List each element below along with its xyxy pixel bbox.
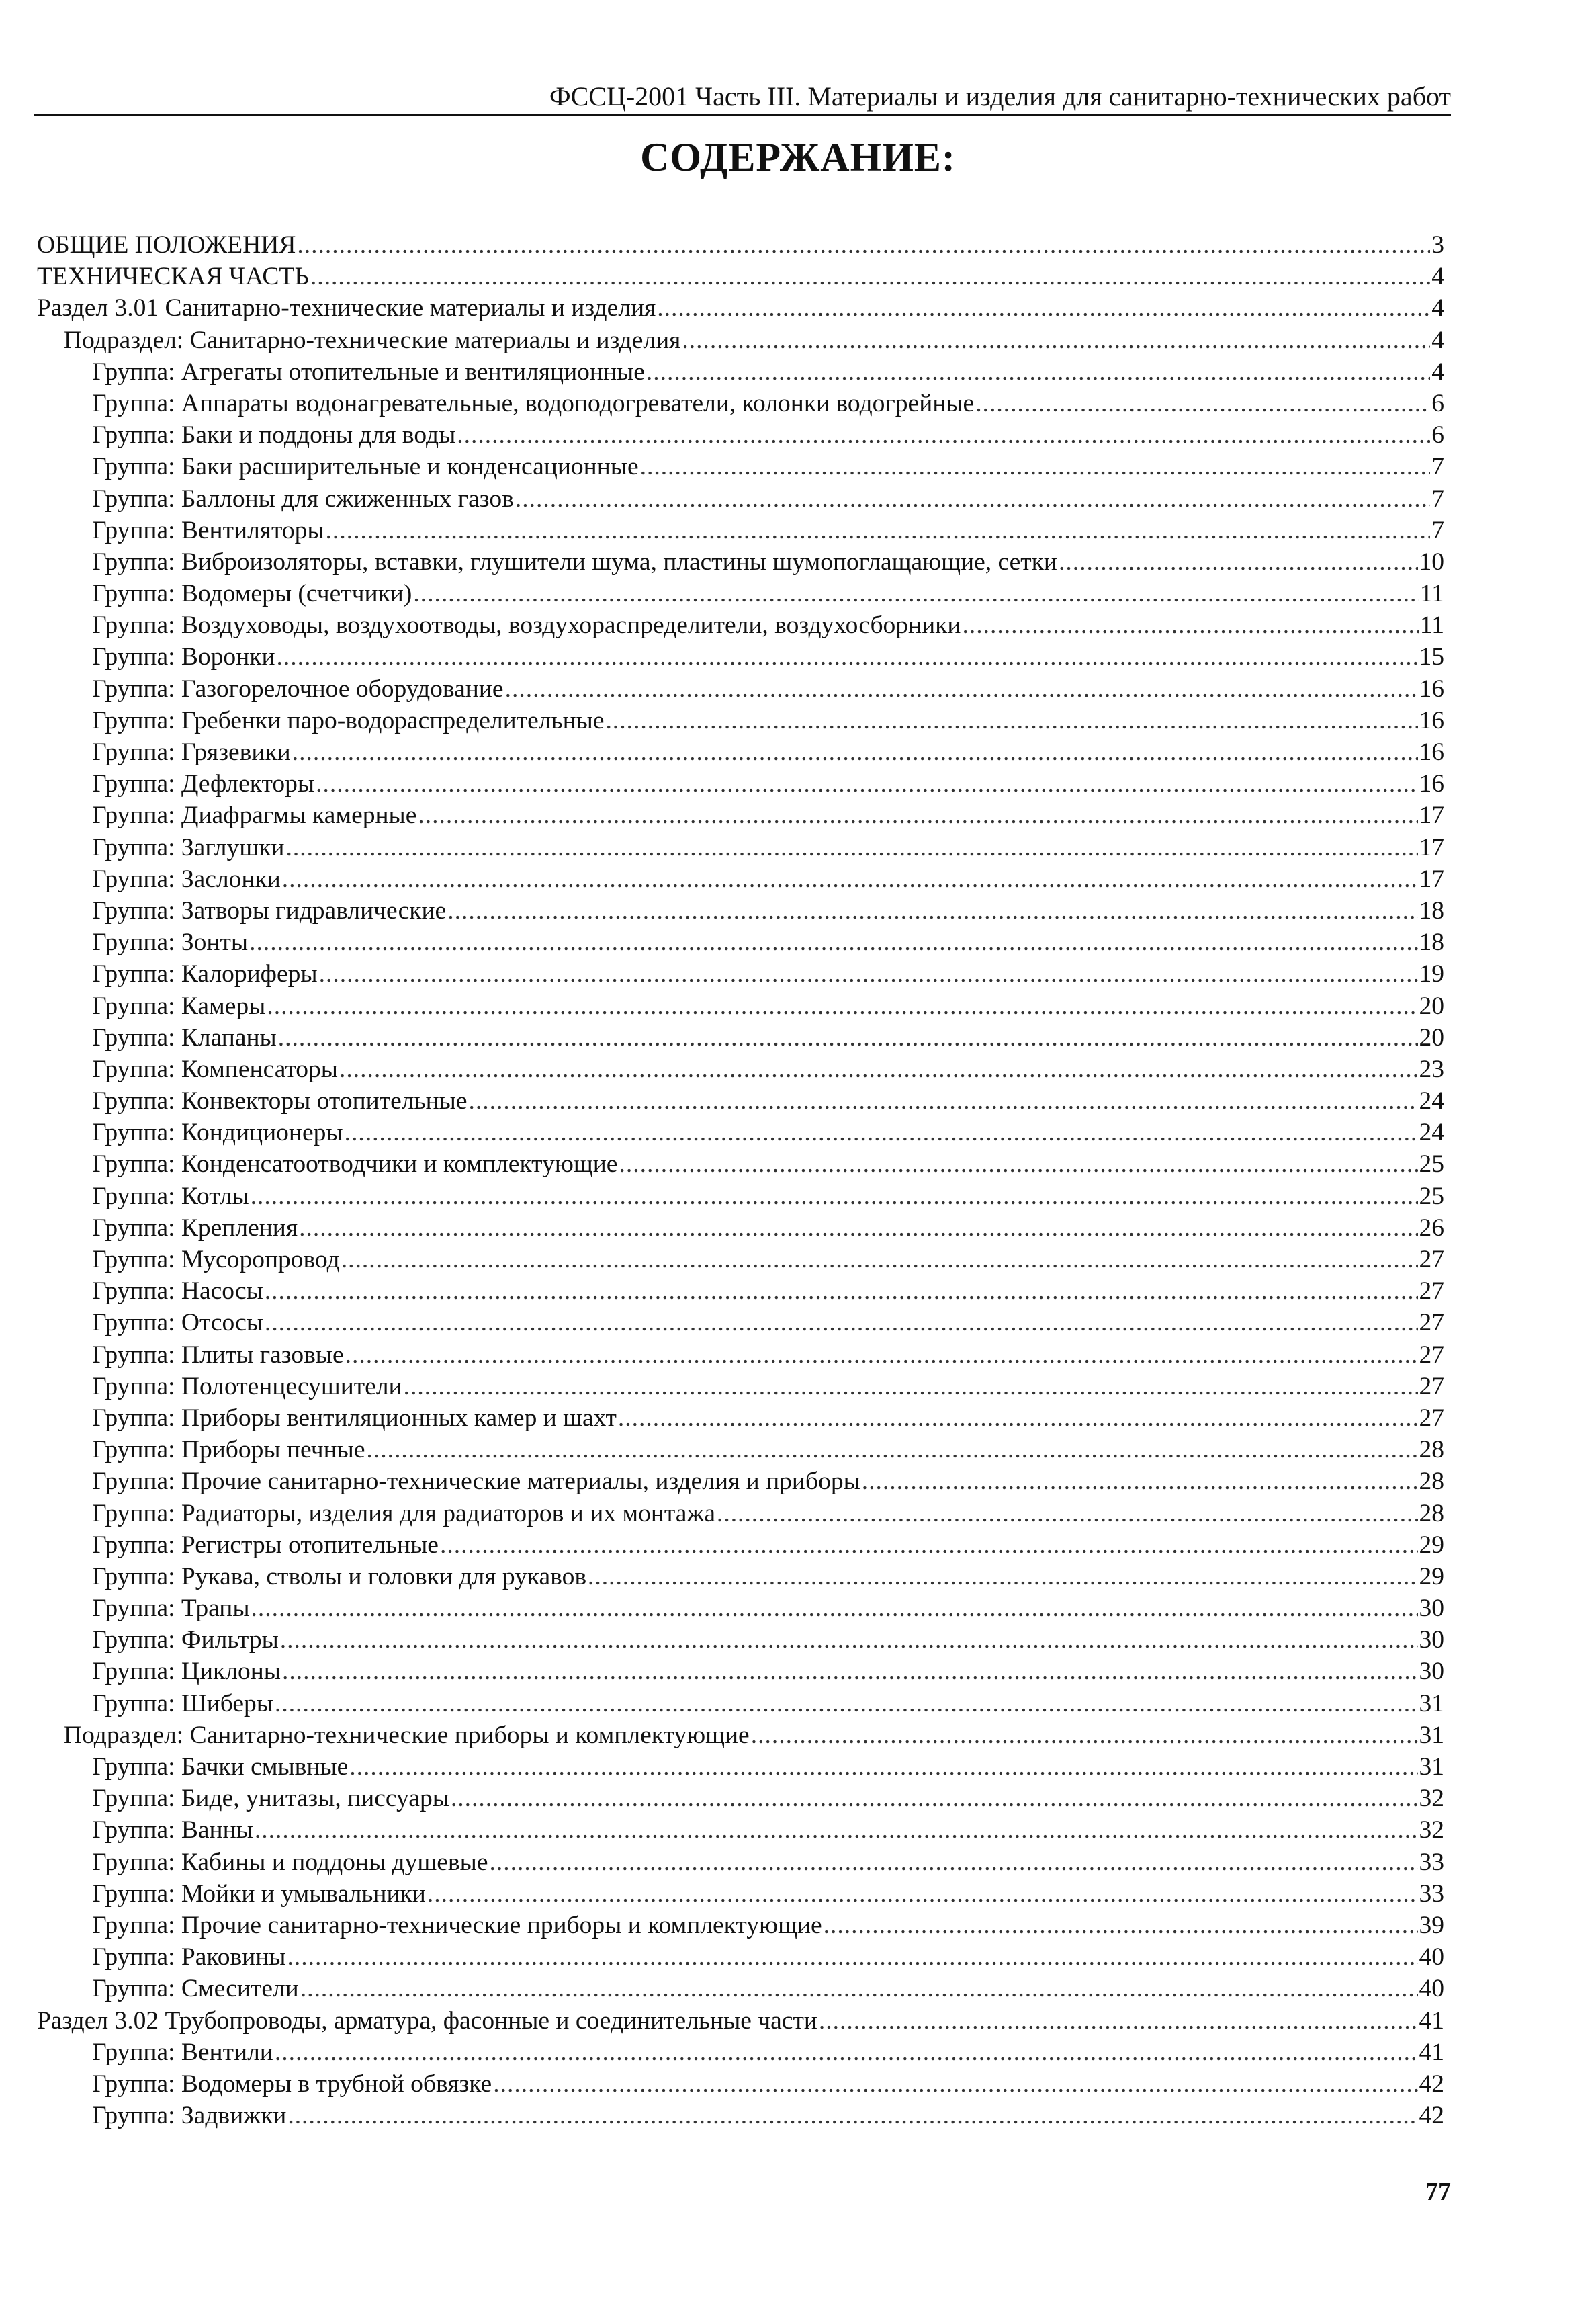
toc-entry [37,1339,1444,1371]
toc-entry-page: 25 [1419,1182,1444,1210]
dot-leader [751,1719,1418,1751]
toc-entry [37,1719,1444,1751]
toc-entry-label: Группа: Прочие санитарно-технические приборы и комплектующие [92,1911,822,1939]
toc-entry-page: 6 [1431,421,1444,450]
toc-entry-page: 7 [1431,453,1444,481]
dot-leader [451,1783,1418,1814]
dot-leader [646,356,1430,388]
toc-entry-label: Группа: Котлы [92,1182,249,1210]
toc-entry [37,958,1444,990]
dot-leader [457,419,1430,451]
toc-entry-page: 15 [1419,643,1444,671]
dot-leader [249,927,1417,958]
dot-leader [619,1148,1417,1180]
toc-entry-page: 24 [1419,1119,1444,1147]
toc-entry-label: Группа: Регистры отопительные [92,1531,439,1559]
dot-leader [267,990,1417,1022]
dot-leader [618,1402,1418,1434]
toc-entry-label: Группа: Конденсатоотводчики и комплектующие [92,1150,618,1179]
toc-entry-page: 28 [1419,1467,1444,1496]
dot-leader [299,1212,1417,1244]
toc-entry-label: Группа: Вентили [92,2038,273,2066]
dot-leader [275,1688,1418,1719]
toc-entry [37,1117,1444,1148]
toc-entry-page: 4 [1431,326,1444,354]
toc-entry [37,419,1444,451]
toc-entry [37,641,1444,673]
toc-entry-page: 16 [1419,770,1444,798]
dot-leader [418,800,1417,831]
toc-entry-page: 31 [1419,1689,1444,1717]
toc-entry-label: Группа: Воздуховоды, воздухоотводы, воздухораспределители, воздухосборники [92,611,961,640]
toc-entry-label: Группа: Трапы [92,1594,250,1623]
dot-leader [349,1751,1417,1783]
dot-leader [275,2037,1418,2068]
dot-leader [319,958,1418,990]
toc-entry-label: Группа: Заглушки [92,833,285,861]
toc-entry [37,1941,1444,1973]
toc-entry-label: Группа: Клапаны [92,1023,277,1052]
toc-entry-page: 40 [1419,1943,1444,1971]
dot-leader [427,1878,1418,1910]
dot-leader [367,1434,1418,1465]
toc-entry [37,1307,1444,1338]
toc-entry-label: Группа: Приборы печные [92,1436,365,1464]
toc-entry-label: Группа: Ванны [92,1816,253,1844]
dot-leader [278,1022,1418,1054]
toc-entry-page: 24 [1419,1087,1444,1115]
toc-entry [37,261,1444,292]
toc-entry-page: 28 [1419,1499,1444,1527]
dot-leader [287,1941,1418,1973]
toc-entry [37,1371,1444,1402]
toc-entry-page: 27 [1419,1277,1444,1306]
toc-entry-label: Группа: Газогорелочное оборудование [92,675,504,703]
toc-entry-page: 33 [1419,1848,1444,1876]
toc-entry-label: Группа: Вентиляторы [92,516,324,544]
toc-entry-label: Группа: Раковины [92,1943,286,1971]
dot-leader [1059,546,1418,578]
toc-entry [37,483,1444,515]
toc-entry [37,1181,1444,1212]
dot-leader [282,863,1418,895]
dot-leader [310,261,1430,292]
toc-entry [37,2005,1444,2037]
toc-entry-page: 10 [1419,548,1444,576]
toc-entry-page: 20 [1419,992,1444,1020]
toc-entry-label: Группа: Диафрагмы камерные [92,802,417,830]
toc-entry [37,1656,1444,1687]
dot-leader [862,1465,1418,1497]
dot-leader [287,2100,1417,2131]
dot-leader [265,1275,1418,1307]
toc-entry [37,927,1444,958]
toc-entry-page: 27 [1419,1340,1444,1369]
toc-entry [37,578,1444,609]
toc-entry [37,1434,1444,1465]
toc-entry-page: 31 [1419,1753,1444,1781]
page-number: 77 [1425,2178,1451,2206]
toc-entry-page: 19 [1419,960,1444,988]
toc-entry-page: 23 [1419,1055,1444,1083]
toc-entry [37,990,1444,1022]
dot-leader [824,1910,1418,1941]
toc-entry [37,1402,1444,1434]
dot-leader [468,1085,1417,1117]
toc-entry [37,1529,1444,1561]
toc-entry-label: Группа: Крепления [92,1213,298,1242]
dot-leader [717,1498,1418,1529]
toc-entry [37,1910,1444,1941]
toc-entry [37,1814,1444,1846]
dot-leader [489,1846,1417,1878]
dot-leader [440,1529,1418,1561]
dot-leader [316,768,1417,800]
toc-entry-page: 6 [1431,389,1444,417]
toc-entry-page: 17 [1419,833,1444,861]
toc-entry-label: Группа: Фильтры [92,1626,279,1654]
toc-entry-page: 32 [1419,1816,1444,1844]
toc-entry-page: 32 [1419,1785,1444,1813]
toc-entry-page: 4 [1431,294,1444,323]
toc-entry [37,451,1444,482]
toc-entry-label: Группа: Баки расширительные и конденсационные [92,453,639,481]
toc-entry-page: 16 [1419,675,1444,703]
toc-entry-label: Группа: Баллоны для сжиженных газов [92,484,514,513]
dot-leader [277,641,1418,673]
dot-leader [404,1371,1418,1402]
toc-entry-label: Группа: Насосы [92,1277,263,1306]
toc-entry-page: 30 [1419,1658,1444,1686]
toc-entry-page: 42 [1419,2070,1444,2098]
toc-entry-page: 16 [1419,738,1444,766]
toc-entry-page: 7 [1431,484,1444,513]
toc-entry [37,1085,1444,1117]
toc-entry-page: 42 [1419,2102,1444,2130]
toc-entry [37,292,1444,324]
toc-entry [37,229,1444,261]
toc-entry-label: Группа: Компенсаторы [92,1055,338,1083]
dot-leader [255,1814,1418,1846]
toc-entry-label: Группа: Кондиционеры [92,1119,343,1147]
toc-entry-label: Группа: Агрегаты отопительные и вентиляционные [92,357,645,386]
running-header: ФССЦ-2001 Часть III. Материалы и изделия для санитарно-технических работ [34,79,1451,116]
toc-entry [37,325,1444,356]
toc-entry [37,515,1444,546]
toc-entry-page: 27 [1419,1404,1444,1432]
dot-leader [265,1307,1418,1338]
toc-entry-page: 41 [1419,2038,1444,2066]
dot-leader [975,388,1430,419]
toc-entry-page: 20 [1419,1023,1444,1052]
toc-entry-label: Группа: Прочие санитарно-технические материалы, изделия и приборы [92,1467,860,1496]
dot-leader [515,483,1430,515]
dot-leader [657,292,1430,324]
toc-entry-label: Группа: Смесители [92,1975,299,2003]
dot-leader [326,515,1431,546]
toc-entry [37,1148,1444,1180]
toc-entry [37,1783,1444,1814]
dot-leader [285,832,1417,863]
dot-leader [251,1181,1418,1212]
toc-entry-label: Группа: Мусоропровод [92,1246,340,1273]
toc-entry-page: 3 [1431,231,1444,259]
dot-leader [682,325,1430,356]
toc-entry-label: Группа: Водомеры в трубной обвязке [92,2070,492,2098]
toc-entry-page: 29 [1419,1562,1444,1590]
toc-entry-page: 4 [1431,357,1444,386]
toc-entry-label: Группа: Циклоны [92,1658,281,1686]
toc-entry [37,705,1444,736]
toc-entry-label: Группа: Конвекторы отопительные [92,1087,468,1115]
dot-leader [292,736,1418,768]
toc-entry [37,546,1444,578]
dot-leader [282,1656,1418,1687]
toc-entry-label: Группа: Задвижки [92,2102,287,2130]
toc-entry-label: Раздел 3.01 Санитарно-технические материалы и изделия [37,294,656,323]
toc-entry-page: 4 [1431,263,1444,291]
toc-entry-page: 30 [1419,1626,1444,1654]
toc-entry-page: 31 [1419,1721,1444,1749]
toc-entry [37,1878,1444,1910]
toc-entry-label: Группа: Рукава, стволы и головки для рукавов [92,1562,587,1590]
toc-entry [37,1022,1444,1054]
toc-entry-page: 26 [1419,1213,1444,1242]
toc-entry-page: 18 [1419,896,1444,925]
toc-entry-label: Группа: Баки и поддоны для воды [92,421,456,450]
toc-entry [37,2100,1444,2131]
dot-leader [280,1624,1418,1656]
toc-entry-page: 11 [1419,611,1444,640]
toc-entry-label: Группа: Заслонки [92,865,281,893]
page-title: СОДЕРЖАНИЕ: [640,135,956,179]
toc-entry [37,1561,1444,1592]
toc-entry-page: 30 [1419,1594,1444,1623]
toc-entry-label: Подраздел: Санитарно-технические материалы и изделия [64,326,681,354]
toc-entry-label: Группа: Грязевики [92,738,291,766]
toc-entry-page: 17 [1419,865,1444,893]
toc-entry-page: 29 [1419,1531,1444,1559]
table-of-contents [37,229,1444,2131]
dot-leader [345,1339,1418,1371]
toc-entry-page: 27 [1419,1246,1444,1273]
toc-entry [37,768,1444,800]
toc-entry [37,895,1444,927]
toc-entry [37,356,1444,388]
dot-leader [339,1054,1418,1085]
dot-leader [345,1117,1418,1148]
toc-entry-label: ТЕХНИЧЕСКАЯ ЧАСТЬ [37,263,309,291]
dot-leader [588,1561,1417,1592]
toc-entry-label: Группа: Воронки [92,643,275,671]
toc-entry-label: Группа: Аппараты водонагревательные, водоподогреватели, колонки водогрейные [92,389,975,417]
toc-entry [37,1054,1444,1085]
dot-leader [251,1592,1418,1624]
dot-leader [413,578,1419,609]
toc-entry-label: Группа: Дефлекторы [92,770,315,798]
dot-leader [505,673,1418,705]
toc-entry [37,1846,1444,1878]
toc-entry-page: 25 [1419,1150,1444,1179]
dot-leader [300,1973,1418,2004]
toc-entry-label: Группа: Зонты [92,929,249,957]
toc-entry-page: 16 [1419,706,1444,734]
dot-leader [819,2005,1418,2037]
toc-entry [37,1244,1444,1275]
toc-entry-page: 28 [1419,1436,1444,1464]
toc-entry-label: Подраздел: Санитарно-технические приборы и комплектующие [64,1721,750,1749]
toc-entry [37,1465,1444,1497]
toc-entry [37,388,1444,419]
toc-entry [37,800,1444,831]
toc-entry-label: Группа: Кабины и поддоны душевые [92,1848,488,1876]
dot-leader [297,229,1430,261]
toc-entry [37,1592,1444,1624]
toc-entry-label: Группа: Плиты газовые [92,1340,344,1369]
toc-entry [37,736,1444,768]
toc-entry-label: Группа: Бачки смывные [92,1753,349,1781]
toc-entry-label: Группа: Затворы гидравлические [92,896,447,925]
dot-leader [962,609,1418,641]
toc-entry-label: Группа: Биде, унитазы, писсуары [92,1785,449,1813]
toc-entry-page: 27 [1419,1309,1444,1337]
toc-entry [37,1688,1444,1719]
toc-entry [37,863,1444,895]
toc-entry [37,1275,1444,1307]
toc-entry [37,832,1444,863]
toc-entry [37,609,1444,641]
toc-entry-label: Группа: Приборы вентиляционных камер и шахт [92,1404,617,1432]
toc-entry [37,2068,1444,2100]
toc-entry [37,1751,1444,1783]
toc-entry-page: 40 [1419,1975,1444,2003]
toc-entry [37,1624,1444,1656]
toc-entry-label: ОБЩИЕ ПОЛОЖЕНИЯ [37,231,296,259]
toc-entry-page: 39 [1419,1911,1444,1939]
dot-leader [447,895,1417,927]
toc-entry-label: Группа: Отсосы [92,1309,263,1337]
dot-leader [493,2068,1417,2100]
toc-entry-page: 18 [1419,929,1444,957]
toc-entry-label: Группа: Мойки и умывальники [92,1879,426,1908]
dot-leader [640,451,1431,482]
toc-entry [37,1973,1444,2004]
toc-entry [37,1212,1444,1244]
dot-leader [606,705,1418,736]
toc-entry-label: Группа: Шиберы [92,1689,273,1717]
toc-entry-label: Группа: Виброизоляторы, вставки, глушители шума, пластины шумопоглащающие, сетки [92,548,1057,576]
toc-entry-label: Группа: Радиаторы, изделия для радиаторов и их монтажа [92,1499,715,1527]
toc-entry-page: 27 [1419,1372,1444,1400]
toc-entry-label: Раздел 3.02 Трубопроводы, арматура, фасонные и соединительные части [37,2006,817,2035]
toc-entry-label: Группа: Водомеры (счетчики) [92,580,412,608]
toc-entry-page: 33 [1419,1879,1444,1908]
toc-entry-page: 11 [1419,580,1444,608]
toc-entry-label: Группа: Камеры [92,992,266,1020]
toc-entry-page: 41 [1419,2006,1444,2035]
toc-entry-label: Группа: Калориферы [92,960,318,988]
toc-entry [37,1498,1444,1529]
toc-entry-page: 17 [1419,802,1444,830]
toc-entry-page: 7 [1431,516,1444,544]
dot-leader [341,1244,1418,1275]
toc-entry-label: Группа: Гребенки паро-водораспределительные [92,706,605,734]
toc-entry [37,2037,1444,2068]
toc-entry-label: Группа: Полотенцесушители [92,1372,402,1400]
toc-entry [37,673,1444,705]
